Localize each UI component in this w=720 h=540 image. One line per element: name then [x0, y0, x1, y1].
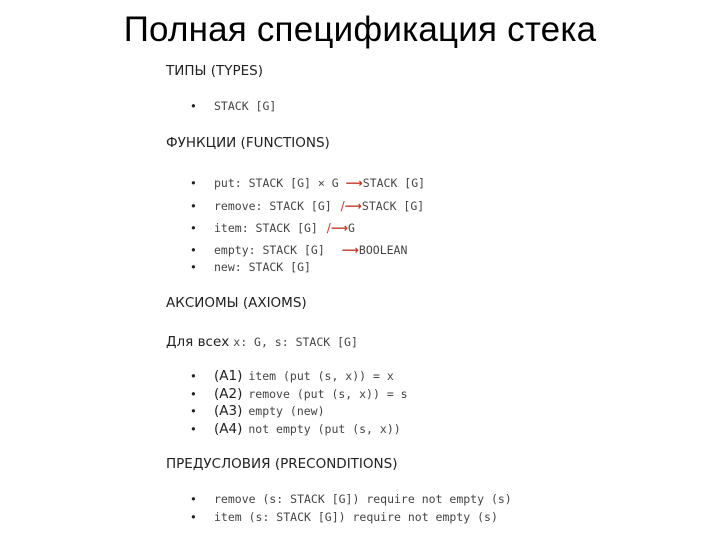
bullet: •	[190, 404, 197, 418]
bullet: •	[190, 492, 197, 506]
bullet: •	[190, 422, 197, 436]
forall-vars: x: G, s: STACK [G]	[233, 335, 358, 349]
slide-title: Полная спецификация стека	[123, 10, 597, 49]
partial-arrow-icon: ⟶	[330, 221, 349, 235]
axiom-code: (A4)	[214, 421, 243, 437]
partial-mark-icon: /	[340, 199, 345, 213]
axiom-a2	[190, 386, 408, 402]
function-remove	[190, 199, 424, 213]
function-empty-result: BOOLEAN	[358, 243, 408, 257]
bullet: •	[190, 176, 197, 190]
total-arrow-icon: ⟶	[345, 176, 363, 190]
axiom-text: not empty (put (s, x))	[248, 422, 401, 436]
precondition-text: remove (s: STACK [G]) require not empty (s)	[214, 492, 512, 506]
types-item	[190, 99, 276, 113]
axiom-a4	[190, 421, 401, 437]
functions-heading: ФУНКЦИИ (FUNCTIONS)	[166, 135, 330, 151]
function-empty	[190, 243, 407, 257]
axiom-a1	[190, 368, 394, 384]
function-put	[190, 176, 425, 190]
precondition-text: item (s: STACK [G]) require not empty (s)	[214, 510, 498, 524]
function-new	[190, 260, 311, 274]
function-remove-result: STACK [G]	[361, 199, 425, 213]
axiom-text: item (put (s, x)) = x	[248, 369, 394, 383]
axioms-quantifier	[166, 333, 358, 351]
precondition-remove	[190, 492, 512, 506]
total-arrow-icon: ⟶	[341, 243, 359, 257]
types-heading: ТИПЫ (TYPES)	[166, 63, 263, 79]
axiom-code: (A1)	[214, 368, 243, 384]
axiom-text: remove (put (s, x)) = s	[248, 387, 408, 401]
function-empty-signature: empty: STACK [G]	[214, 243, 325, 257]
bullet: •	[190, 387, 197, 401]
function-put-result: STACK [G]	[362, 176, 426, 190]
axiom-code: (A2)	[214, 386, 243, 402]
bullet: •	[190, 260, 197, 274]
bullet: •	[190, 243, 197, 257]
function-item	[190, 221, 355, 235]
bullet: •	[190, 510, 197, 524]
function-remove-signature: remove: STACK [G]	[214, 199, 332, 213]
function-put-signature: put: STACK [G] × G	[214, 176, 339, 190]
types-item-text: STACK [G]	[214, 99, 277, 113]
partial-mark-icon: /	[326, 221, 331, 235]
function-item-signature: item: STACK [G]	[214, 221, 318, 235]
bullet: •	[190, 369, 197, 383]
axiom-code: (A3)	[214, 403, 243, 419]
function-item-result: G	[348, 221, 355, 235]
preconditions-heading: ПРЕДУСЛОВИЯ (PRECONDITIONS)	[166, 456, 398, 472]
partial-arrow-icon: ⟶	[344, 199, 362, 213]
bullet: •	[190, 99, 197, 113]
axiom-a3	[190, 403, 325, 419]
precondition-item	[190, 510, 498, 524]
bullet: •	[190, 221, 197, 235]
forall-label: Для всех	[166, 334, 230, 350]
axiom-text: empty (new)	[248, 404, 325, 418]
function-new-signature: new: STACK [G]	[214, 260, 311, 274]
bullet: •	[190, 199, 197, 213]
axioms-heading: АКСИОМЫ (AXIOMS)	[166, 295, 307, 311]
